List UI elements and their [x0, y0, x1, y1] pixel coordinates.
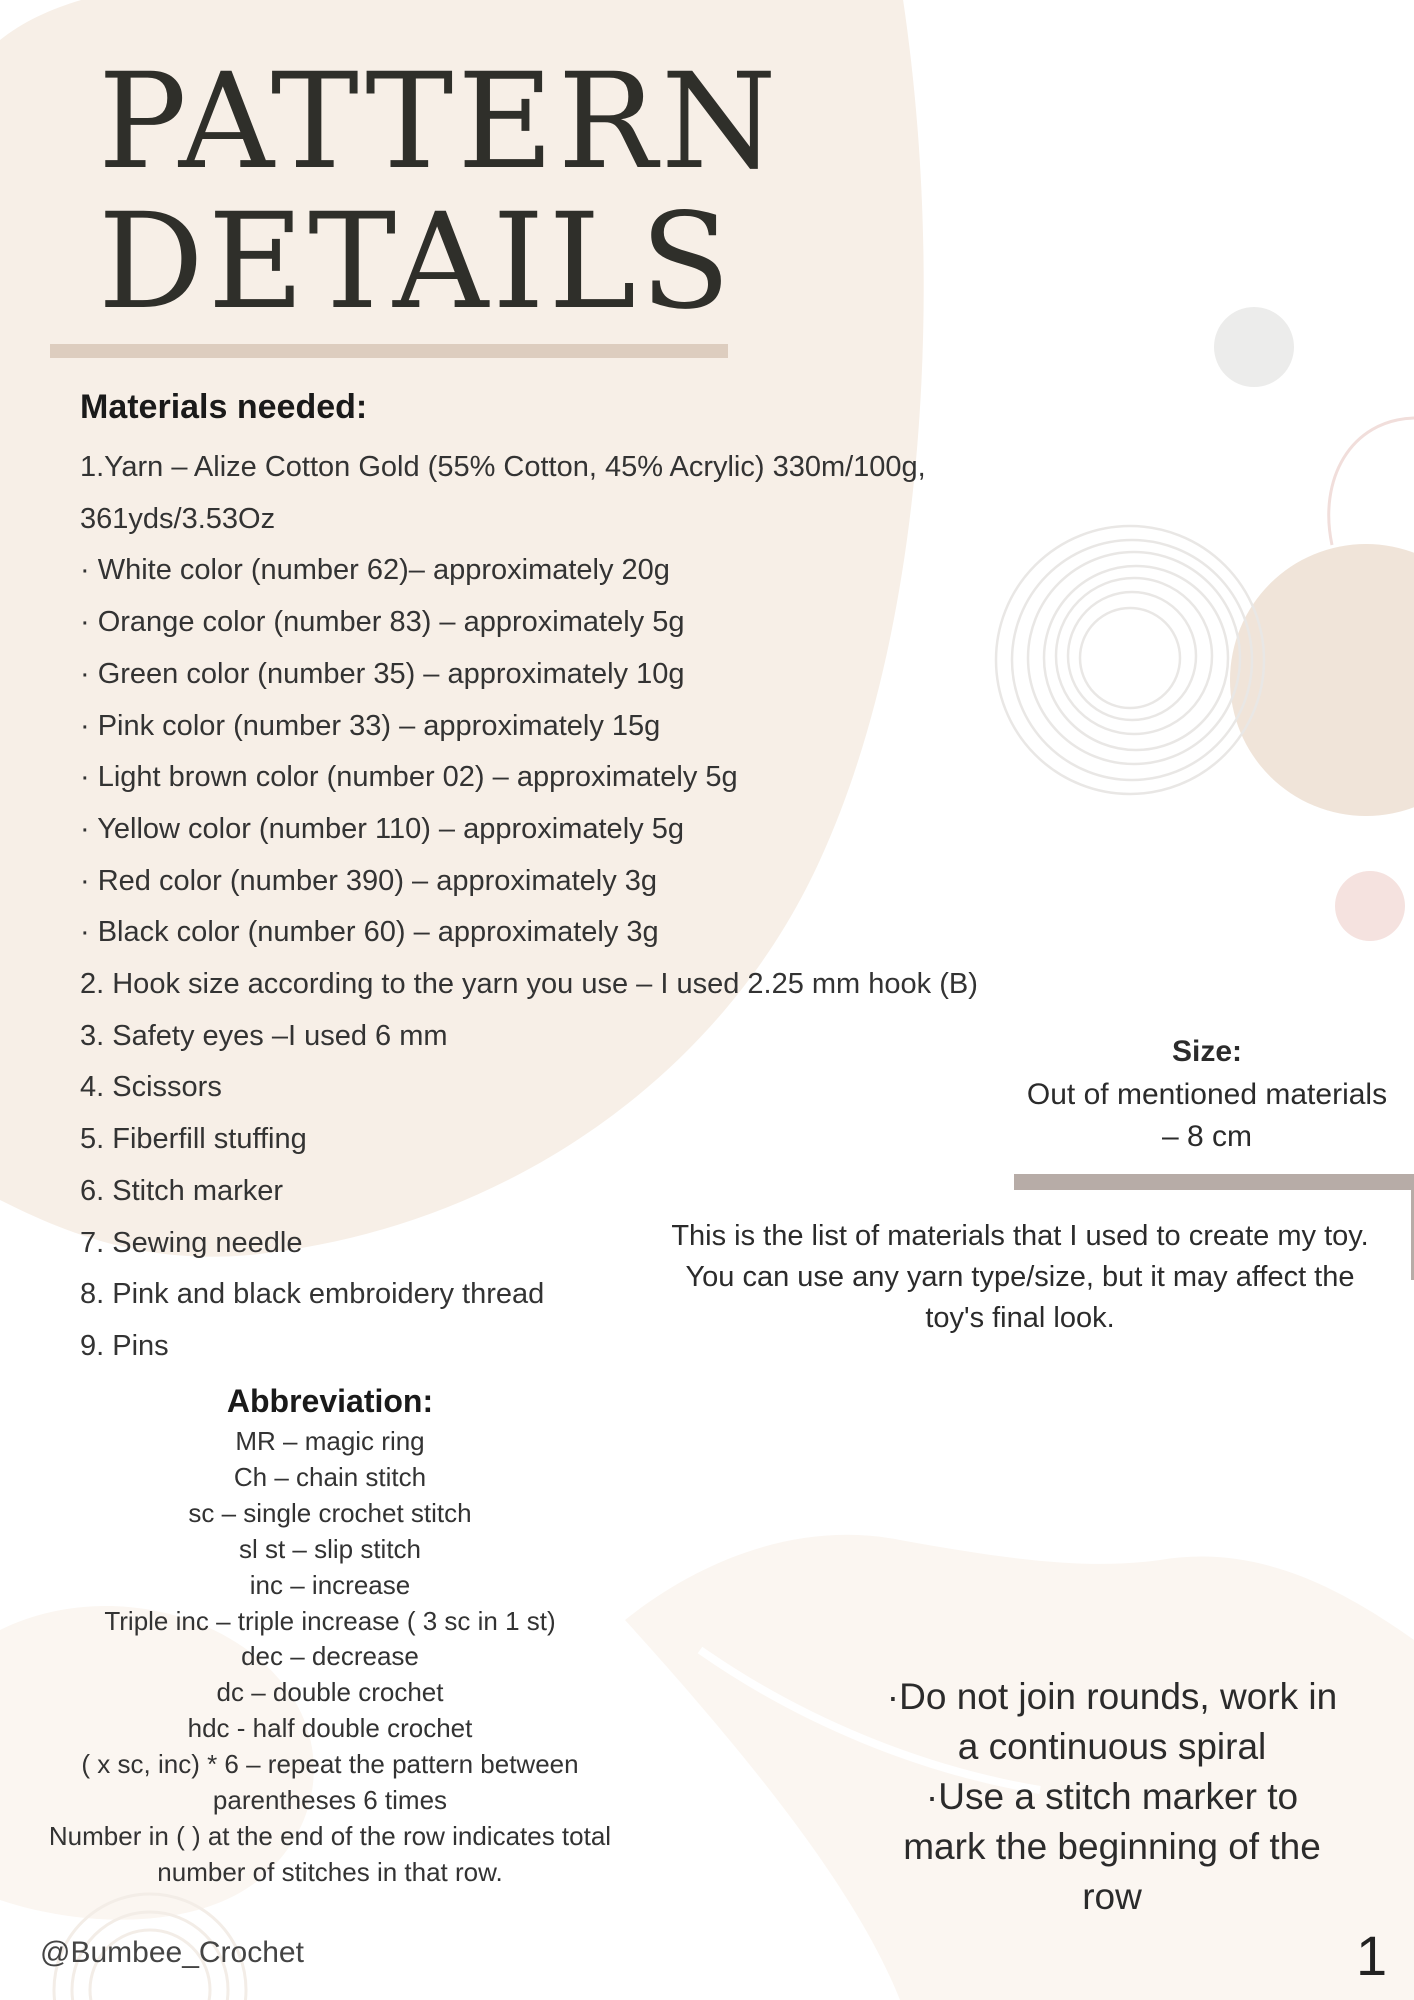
abbreviation-item: ( x sc, inc) * 6 – repeat the pattern between	[81, 1749, 579, 1780]
abbreviation-item: dc – double crochet	[216, 1677, 444, 1708]
materials-item: 2. Hook size according to the yarn you use – I used 2.25 mm hook (B)	[80, 968, 978, 1001]
abbreviation-item: Ch – chain stitch	[233, 1461, 427, 1492]
materials-item: 1.Yarn – Alize Cotton Gold (55% Cotton, 45% Acrylic) 330m/100g,	[80, 451, 926, 483]
page-title	[98, 45, 781, 339]
page-number: 1	[1356, 1924, 1388, 1987]
concentric-circles	[996, 526, 1264, 794]
size-divider-bar	[1014, 1174, 1414, 1190]
abbreviation-item: sc – single crochet stitch	[188, 1497, 472, 1528]
materials-item: 4. Scissors	[80, 1071, 222, 1104]
tips-block	[850, 1672, 1374, 1922]
materials-item: · Red color (number 390) – approximately 3g	[80, 864, 658, 897]
grey-circle	[1214, 307, 1294, 387]
materials-item: · Black color (number 60) – approximately 3g	[80, 916, 659, 949]
materials-item: 5. Fiberfill stuffing	[80, 1123, 307, 1156]
materials-note	[640, 1216, 1400, 1339]
materials-heading: Materials needed:	[80, 388, 368, 426]
author-handle: @Bumbee_Crochet	[40, 1936, 304, 1969]
materials-item: · Yellow color (number 110) – approximately 5g	[80, 812, 684, 845]
materials-item: 361yds/3.53Oz	[80, 502, 276, 535]
pink-arc-outline	[1329, 418, 1414, 545]
materials-item: 7. Sewing needle	[80, 1226, 303, 1259]
abbreviation-heading: Abbreviation:	[226, 1383, 434, 1419]
tan-circle	[1230, 544, 1414, 816]
note-line-3: toy's final look.	[925, 1302, 1115, 1334]
materials-item: · Orange color (number 83) – approximately 5g	[80, 606, 685, 639]
note-line-2: You can use any yarn type/size, but it may affect the	[685, 1261, 1355, 1293]
abbreviation-item: sl st – slip stitch	[238, 1533, 422, 1564]
abbreviation-item: MR – magic ring	[235, 1426, 425, 1456]
materials-item: 6. Stitch marker	[80, 1174, 284, 1207]
title-line-1: PATTERN	[98, 45, 781, 199]
abbreviation-block	[30, 1378, 630, 1891]
materials-item: · Green color (number 35) – approximately 10g	[80, 657, 685, 690]
title-line-2: DETAILS	[98, 185, 735, 339]
tip-line-1: ·Do not join rounds, work in	[886, 1676, 1338, 1717]
abbreviation-item: Triple inc – triple increase ( 3 sc in 1 st)	[104, 1605, 556, 1636]
abbreviation-item: dec – decrease	[241, 1641, 419, 1672]
size-line-1: Out of mentioned materials	[1026, 1078, 1388, 1111]
tip-line-3: ·Use a stitch marker to	[925, 1776, 1299, 1817]
tip-line-2: a continuous spiral	[957, 1726, 1267, 1767]
abbreviation-item: hdc - half double crochet	[187, 1713, 473, 1744]
abbreviation-item: parentheses 6 times	[212, 1785, 448, 1816]
abbreviation-item: inc – increase	[249, 1569, 411, 1600]
materials-item: 3. Safety eyes –I used 6 mm	[80, 1019, 448, 1052]
pink-circle	[1335, 871, 1405, 941]
tip-line-4: mark the beginning of the	[903, 1826, 1321, 1867]
size-line-2: – 8 cm	[1161, 1120, 1253, 1153]
size-heading: Size:	[1171, 1035, 1243, 1068]
note-line-1: This is the list of materials that I used to create my toy.	[671, 1220, 1369, 1252]
abbreviation-list	[30, 1424, 630, 1891]
abbreviation-item: Number in ( ) at the end of the row indicates total	[48, 1820, 612, 1851]
materials-item: · White color (number 62)– approximately 20g	[80, 554, 670, 587]
abbreviation-item: number of stitches in that row.	[157, 1856, 503, 1887]
size-block	[1006, 1030, 1408, 1158]
tip-line-5: row	[1082, 1876, 1142, 1917]
materials-item: 8. Pink and black embroidery thread	[80, 1278, 545, 1311]
materials-item: · Pink color (number 33) – approximately 15g	[80, 709, 661, 742]
materials-item: 9. Pins	[80, 1329, 169, 1362]
title-underline-bar	[50, 344, 728, 358]
materials-item: · Light brown color (number 02) – approximately 5g	[80, 761, 738, 794]
